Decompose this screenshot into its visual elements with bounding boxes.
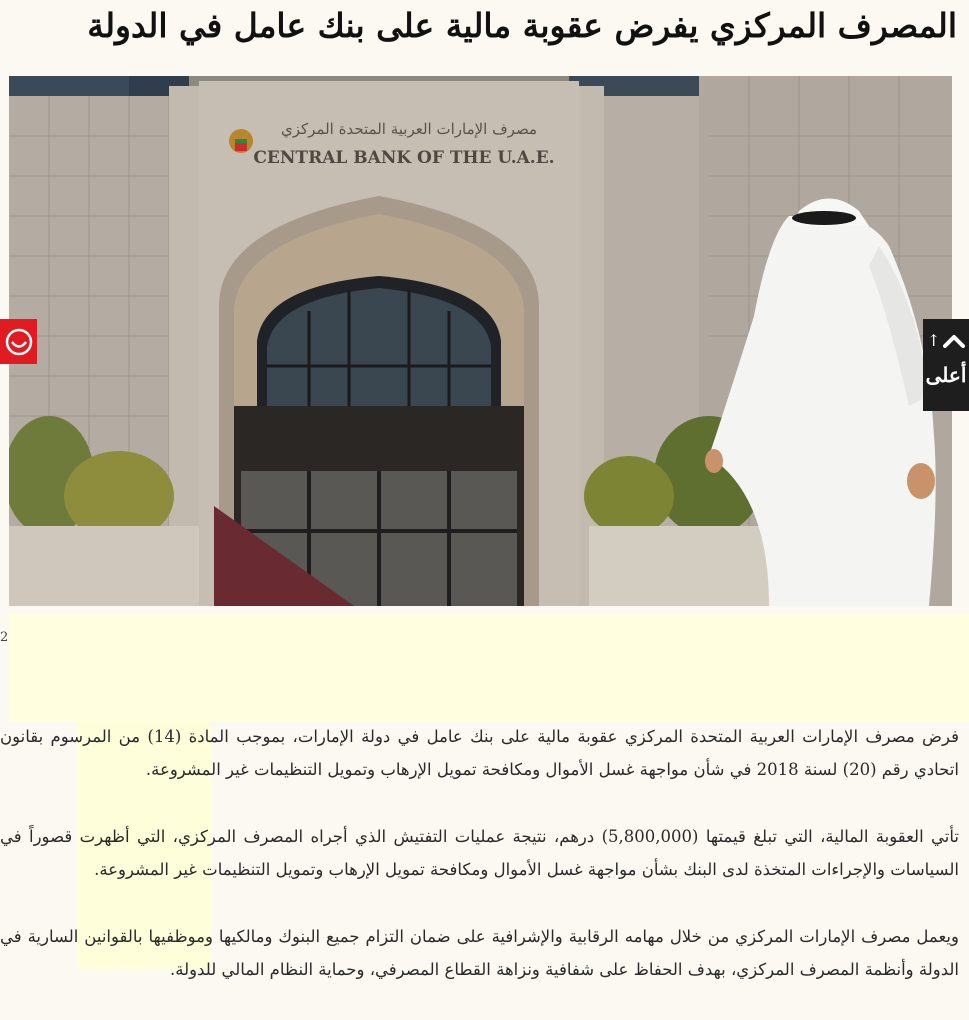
article-title: المصرف المركزي يفرض عقوبة مالية على بنك عامل في الدولة (87, 6, 957, 45)
hero-image (9, 76, 952, 606)
article-paragraph: تأتي العقوبة المالية، التي تبلغ قيمتها (5,800,000) درهم، نتيجة عمليات التفتيش الذي أجراه المصرف المركزي، التي أظهرت قصوراً في السياسات والإجراءات المتخذة لدى البنك بشأن مواجهة غسل الأموال ومكافحة تمويل الإرهاب وتمويل التنظيمات غير المشروعة. (0, 827, 959, 879)
stray-text: 2 (0, 630, 9, 645)
chevron-up-icon (943, 333, 965, 349)
ad-placeholder (9, 614, 969, 722)
arrow-up-icon: ↑ (927, 331, 941, 350)
hero-sign-english: CENTRAL BANK OF THE U.A.E. (253, 148, 555, 168)
share-button[interactable] (0, 319, 37, 364)
hero-sign-arabic: مصرف الإمارات العربية المتحدة المركزي (281, 120, 537, 138)
smiley-icon (4, 327, 34, 357)
back-to-top-label: أعلى (925, 363, 967, 387)
article-paragraph: ويعمل مصرف الإمارات المركزي من خلال مهامه الرقابية والإشرافية على ضمان التزام جميع البنوك ومالكيها وموظفيها بالقوانين السارية في الدولة وأنظمة المصرف المركزي، بهدف الحفاظ على شفافية ونزاهة القطاع المصرفي، وحماية النظام المالي للدولة. (0, 927, 959, 979)
article-paragraph: فرض مصرف الإمارات العربية المتحدة المركزي عقوبة مالية على بنك عامل في دولة الإمارات، بموجب المادة (14) من المرسوم بقانون اتحادي رقم (20) لسنة 2018 في شأن مواجهة غسل الأموال ومكافحة تمويل الإرهاب وتمويل التنظيمات غير المشروعة. (0, 727, 959, 779)
back-to-top-button[interactable] (923, 319, 969, 411)
article-body (0, 720, 959, 1020)
